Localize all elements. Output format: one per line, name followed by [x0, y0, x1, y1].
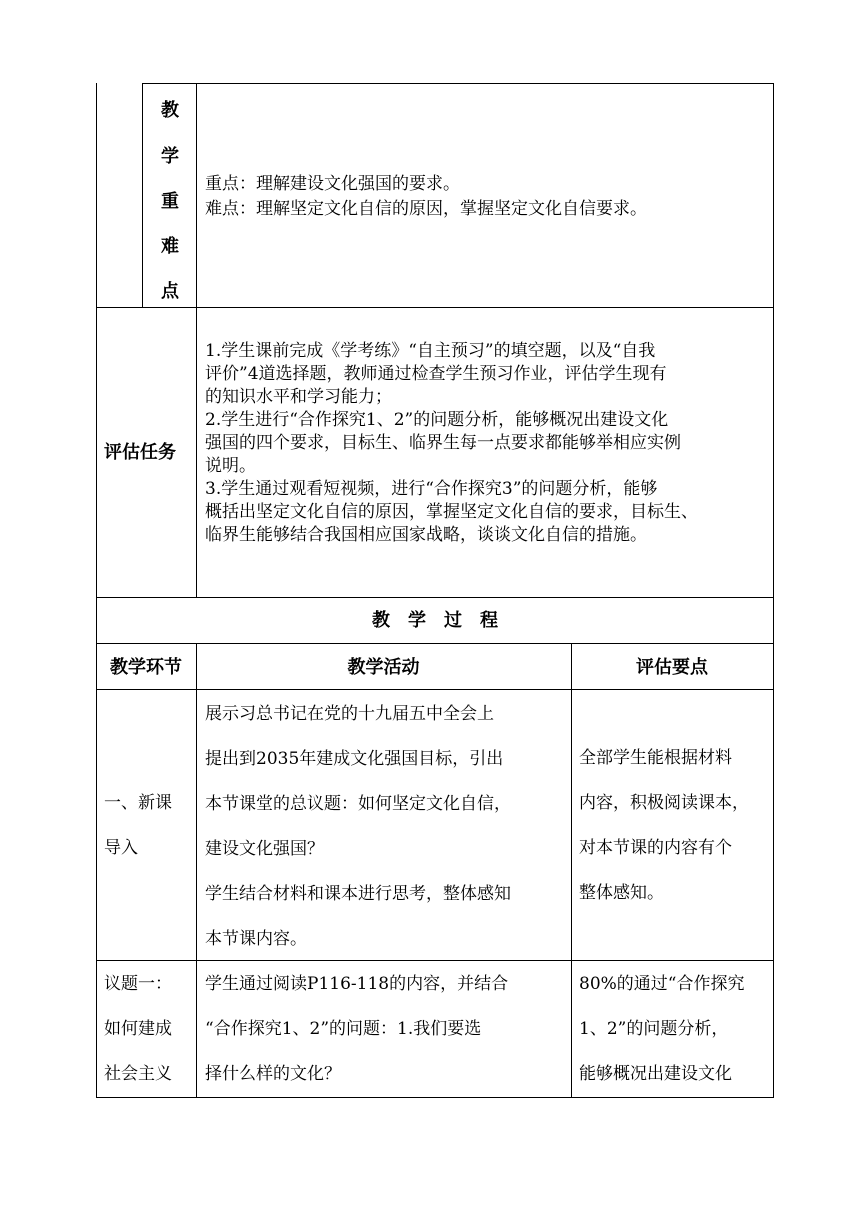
assessment-line: 临界生能够结合我国相应国家战略，谈谈文化自信的措施。: [205, 525, 647, 545]
key-points-content: [205, 173, 647, 221]
table-border-top: [142, 83, 774, 84]
table-border-left: [96, 83, 97, 1098]
points-line: 80%的通过“合作探究: [579, 974, 745, 994]
header-stage: 教学环节: [110, 657, 182, 678]
row-divider-headers: [96, 689, 774, 690]
assessment-line: 评价”4道选择题，教师通过检查学生预习作业，评估学生现有: [205, 364, 667, 384]
assessment-line: 2.学生进行“合作探究1、2”的问题分析，能够概况出建设文化: [205, 410, 669, 430]
activity-line: 展示习总书记在党的十九届五中全会上: [205, 704, 494, 724]
stage-line: 社会主义: [104, 1064, 172, 1084]
header-points: 评估要点: [636, 657, 708, 678]
topic-one-stage: [104, 962, 172, 1097]
points-line: 整体感知。: [579, 883, 664, 903]
key-points-header-char: 学: [161, 146, 179, 167]
points-line: 内容，积极阅读课本，: [579, 793, 749, 813]
intro-points: [579, 736, 749, 916]
points-line: 1、2”的问题分析，: [579, 1019, 729, 1039]
stage-column-divider: [196, 643, 197, 1098]
table-border-right: [773, 83, 774, 1098]
assessment-line: 强国的四个要求，目标生、临界生每一点要求都能够举相应实例: [205, 433, 681, 453]
stage-line: 议题一：: [104, 974, 172, 994]
assessment-line: 说明。: [205, 456, 256, 476]
row-divider-key-points: [96, 307, 774, 308]
process-title: 教 学 过 程: [372, 610, 498, 631]
key-point-line: 难点：理解坚定文化自信的原因，掌握坚定文化自信要求。: [205, 199, 647, 219]
assessment-line: 1.学生课前完成《学考练》“自主预习”的填空题，以及“自我: [205, 341, 656, 361]
label-column-divider: [196, 83, 197, 598]
intro-activity: [205, 692, 511, 962]
activity-line: 本节课内容。: [205, 929, 307, 949]
activity-line: 提出到2035年建成文化强国目标，引出: [205, 749, 504, 769]
table-border-bottom: [96, 1097, 774, 1098]
key-points-header-char: 点: [161, 281, 179, 302]
activity-line: “合作探究1、2”的问题：1.我们要选: [205, 1019, 482, 1039]
key-points-header-char: 难: [161, 236, 179, 257]
points-column-divider: [571, 643, 572, 1098]
key-point-line: 重点：理解建设文化强国的要求。: [205, 174, 460, 194]
stage-line: 导入: [104, 838, 138, 858]
assessment-label: 评估任务: [104, 442, 176, 463]
key-points-header-char: 重: [161, 191, 179, 212]
activity-line: 本节课堂的总议题：如何坚定文化自信，: [205, 794, 511, 814]
header-activity: 教学活动: [347, 657, 420, 678]
topic-one-activity: [205, 962, 508, 1097]
activity-line: 学生通过阅读P116-118的内容，并结合: [205, 974, 509, 994]
points-line: 能够概况出建设文化: [579, 1064, 732, 1084]
row-divider-assessment: [96, 597, 774, 598]
intro-stage: [104, 781, 172, 871]
assessment-content: [205, 340, 698, 547]
inner-left-border: [142, 83, 143, 308]
activity-line: 建设文化强国？: [205, 839, 324, 859]
assessment-line: 3.学生通过观看短视频，进行“合作探究3”的问题分析，能够: [205, 479, 658, 499]
topic-one-points: [579, 962, 744, 1097]
assessment-line: 的知识水平和学习能力；: [205, 387, 392, 407]
row-divider-process-title: [96, 643, 774, 644]
key-points-header-char: 教: [161, 100, 179, 121]
activity-line: 学生结合材料和课本进行思考，整体感知: [205, 884, 511, 904]
points-line: 对本节课的内容有个: [579, 838, 732, 858]
stage-line: 一、新课: [104, 793, 172, 813]
assessment-line: 概括出坚定文化自信的原因，掌握坚定文化自信的要求，目标生、: [205, 502, 698, 522]
activity-line: 择什么样的文化？: [205, 1064, 341, 1084]
points-line: 全部学生能根据材料: [579, 748, 732, 768]
stage-line: 如何建成: [104, 1019, 172, 1039]
